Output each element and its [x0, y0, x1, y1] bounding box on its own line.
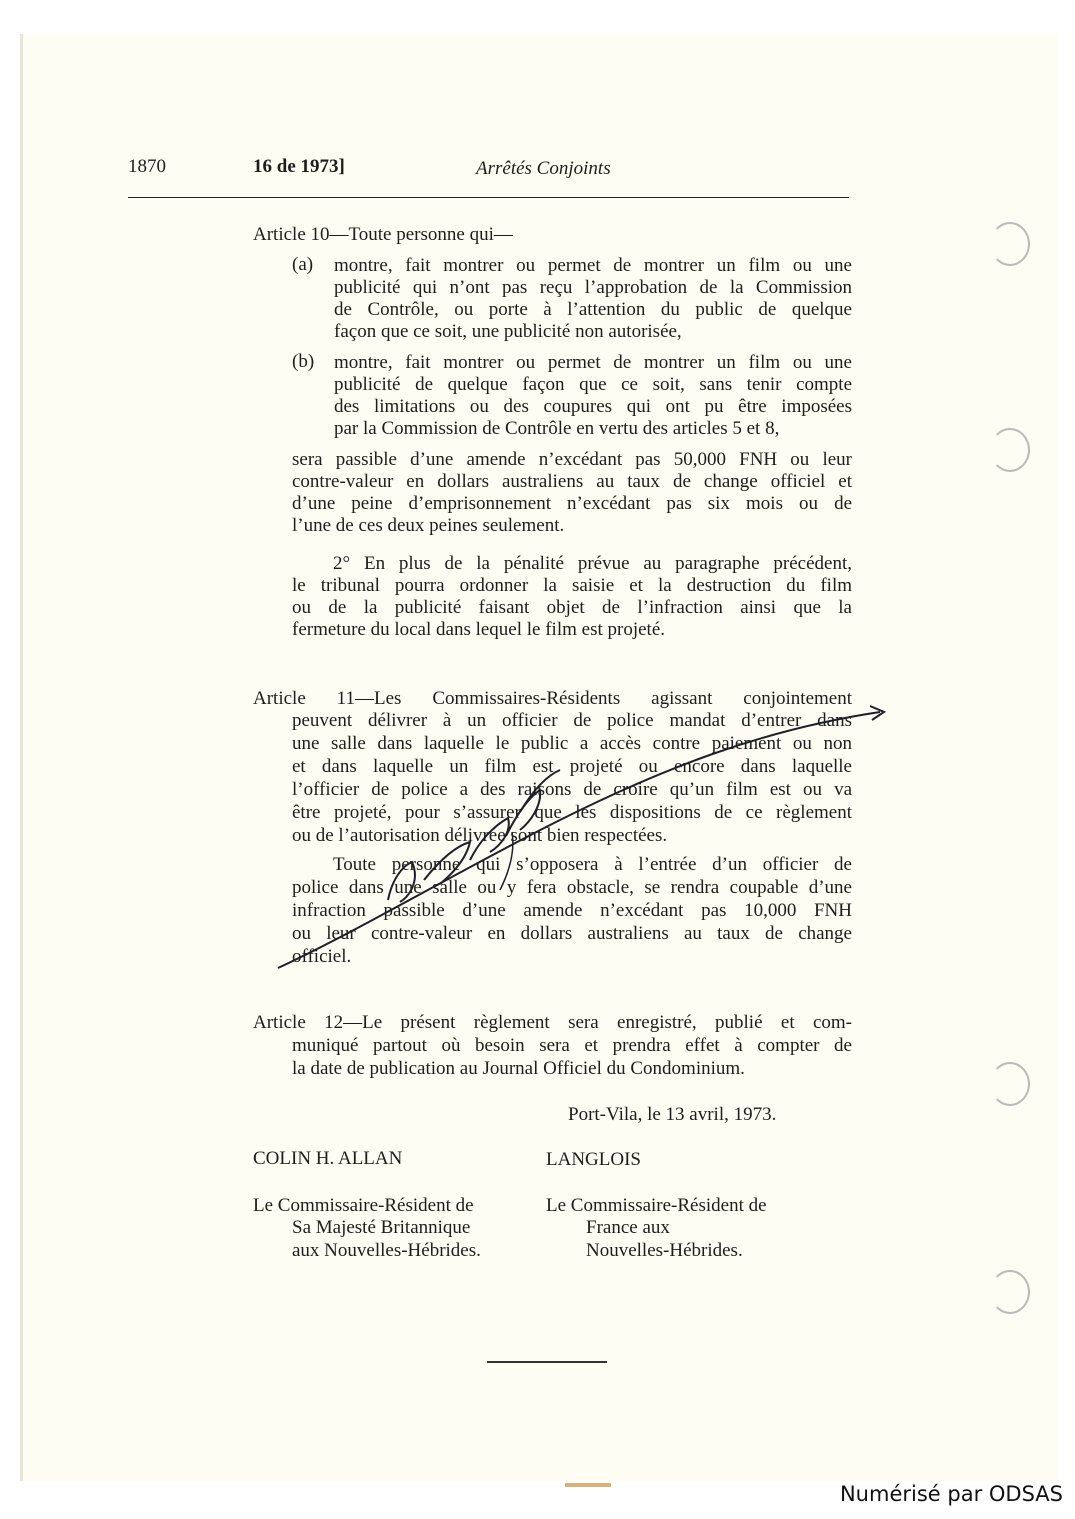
para2-line: le tribunal pourra ordonner la saisie et la destruction du film: [292, 575, 852, 596]
article-11-line: peuvent délivrer à un officier de police mandat d’entrer dans: [292, 710, 852, 731]
article-11-line: Article 11—Les Commissaires-Résidents agissant conjointement: [253, 688, 852, 709]
section-title: Arrêtés Conjoints: [476, 158, 611, 179]
article-11-para2-line: ou leur contre-valeur en dollars australiens au taux de change: [292, 923, 852, 944]
article-12-line: la date de publication au Journal Officiel du Condominium.: [292, 1058, 745, 1079]
article-11-line: une salle dans laquelle le public a accès contre paiement ou non: [292, 733, 852, 754]
regulation-number: 16 de 1973]: [253, 156, 345, 177]
article-11-para2-line: Toute personne qui s’opposera à l’entrée d’un officier de: [333, 854, 852, 875]
signatory-left-name: COLIN H. ALLAN: [253, 1148, 403, 1169]
signatory-right-title: Le Commissaire-Résident de: [546, 1195, 767, 1216]
para2-line: ou de la publicité faisant objet de l’infraction ainsi que la: [292, 597, 852, 618]
para-b-line: montre, fait montrer ou permet de montrer un film ou une: [334, 352, 852, 373]
para-a-line: façon que ce soit, une publicité non autorisée,: [334, 321, 682, 342]
paper-mark: [565, 1483, 611, 1487]
penalty-line: sera passible d’une amende n’excédant pas 50,000 FNH ou leur: [292, 449, 852, 470]
digitization-watermark: Numérisé par ODSAS: [839, 1482, 1063, 1506]
para-a-line: montre, fait montrer ou permet de montrer un film ou une: [334, 255, 852, 276]
para-b-line: publicité de quelque façon que ce soit, sans tenir compte: [334, 374, 852, 395]
signatory-right-title: France aux: [586, 1217, 670, 1238]
penalty-line: d’une peine d’emprisonnement n’excédant pas six mois ou de: [292, 493, 852, 514]
article-11-para2-line: officiel.: [292, 946, 352, 967]
article-11-para2-line: police dans une salle ou y fera obstacle, se rendra coupable d’une: [292, 877, 852, 898]
para-a-line: publicité qui n’ont pas reçu l’approbation de la Commission: [334, 277, 852, 298]
signatory-left-title: Sa Majesté Britannique: [292, 1217, 471, 1238]
footer-rule: [487, 1361, 607, 1363]
para2-line: 2° En plus de la pénalité prévue au paragraphe précédent,: [333, 553, 852, 574]
article-12-line: muniqué partout où besoin sera et prendra effet à compter de: [292, 1035, 852, 1056]
signatory-left-title: aux Nouvelles-Hébrides.: [292, 1240, 481, 1261]
place-date: Port-Vila, le 13 avril, 1973.: [568, 1104, 777, 1125]
para-b-line: des limitations ou des coupures qui ont pu être imposées: [334, 396, 852, 417]
signatory-right-name: LANGLOIS: [546, 1149, 641, 1170]
signatory-left-title: Le Commissaire-Résident de: [253, 1195, 474, 1216]
para-b-line: par la Commission de Contrôle en vertu des articles 5 et 8,: [334, 418, 780, 439]
para-b-label: (b): [292, 351, 315, 372]
penalty-line: contre-valeur en dollars australiens au taux de change officiel et: [292, 471, 852, 492]
para-a-label: (a): [292, 254, 314, 275]
article-11-line: l’officier de police a des raisons de croire qu’un film est ou va: [292, 779, 852, 800]
article-11-line: et dans laquelle un film est projeté ou encore dans laquelle: [292, 756, 852, 777]
article-11-line: être projeté, pour s’assurer que les dispositions de ce règlement: [292, 802, 852, 823]
article-10-heading: Article 10—Toute personne qui—: [253, 224, 513, 245]
para2-line: fermeture du local dans lequel le film est projeté.: [292, 619, 665, 640]
signatory-right-title: Nouvelles-Hébrides.: [586, 1240, 743, 1261]
article-11-para2-line: infraction passible d’une amende n’excédant pas 10,000 FNH: [292, 900, 852, 921]
penalty-line: l’une de ces deux peines seulement.: [292, 515, 565, 536]
page-number: 1870: [128, 156, 166, 177]
para-a-line: de Contrôle, ou porte à l’attention du public de quelque: [334, 299, 852, 320]
article-12-line: Article 12—Le présent règlement sera enregistré, publié et com-: [253, 1012, 852, 1033]
article-11-line: ou de l’autorisation délivrée sont bien respectées.: [292, 825, 668, 846]
